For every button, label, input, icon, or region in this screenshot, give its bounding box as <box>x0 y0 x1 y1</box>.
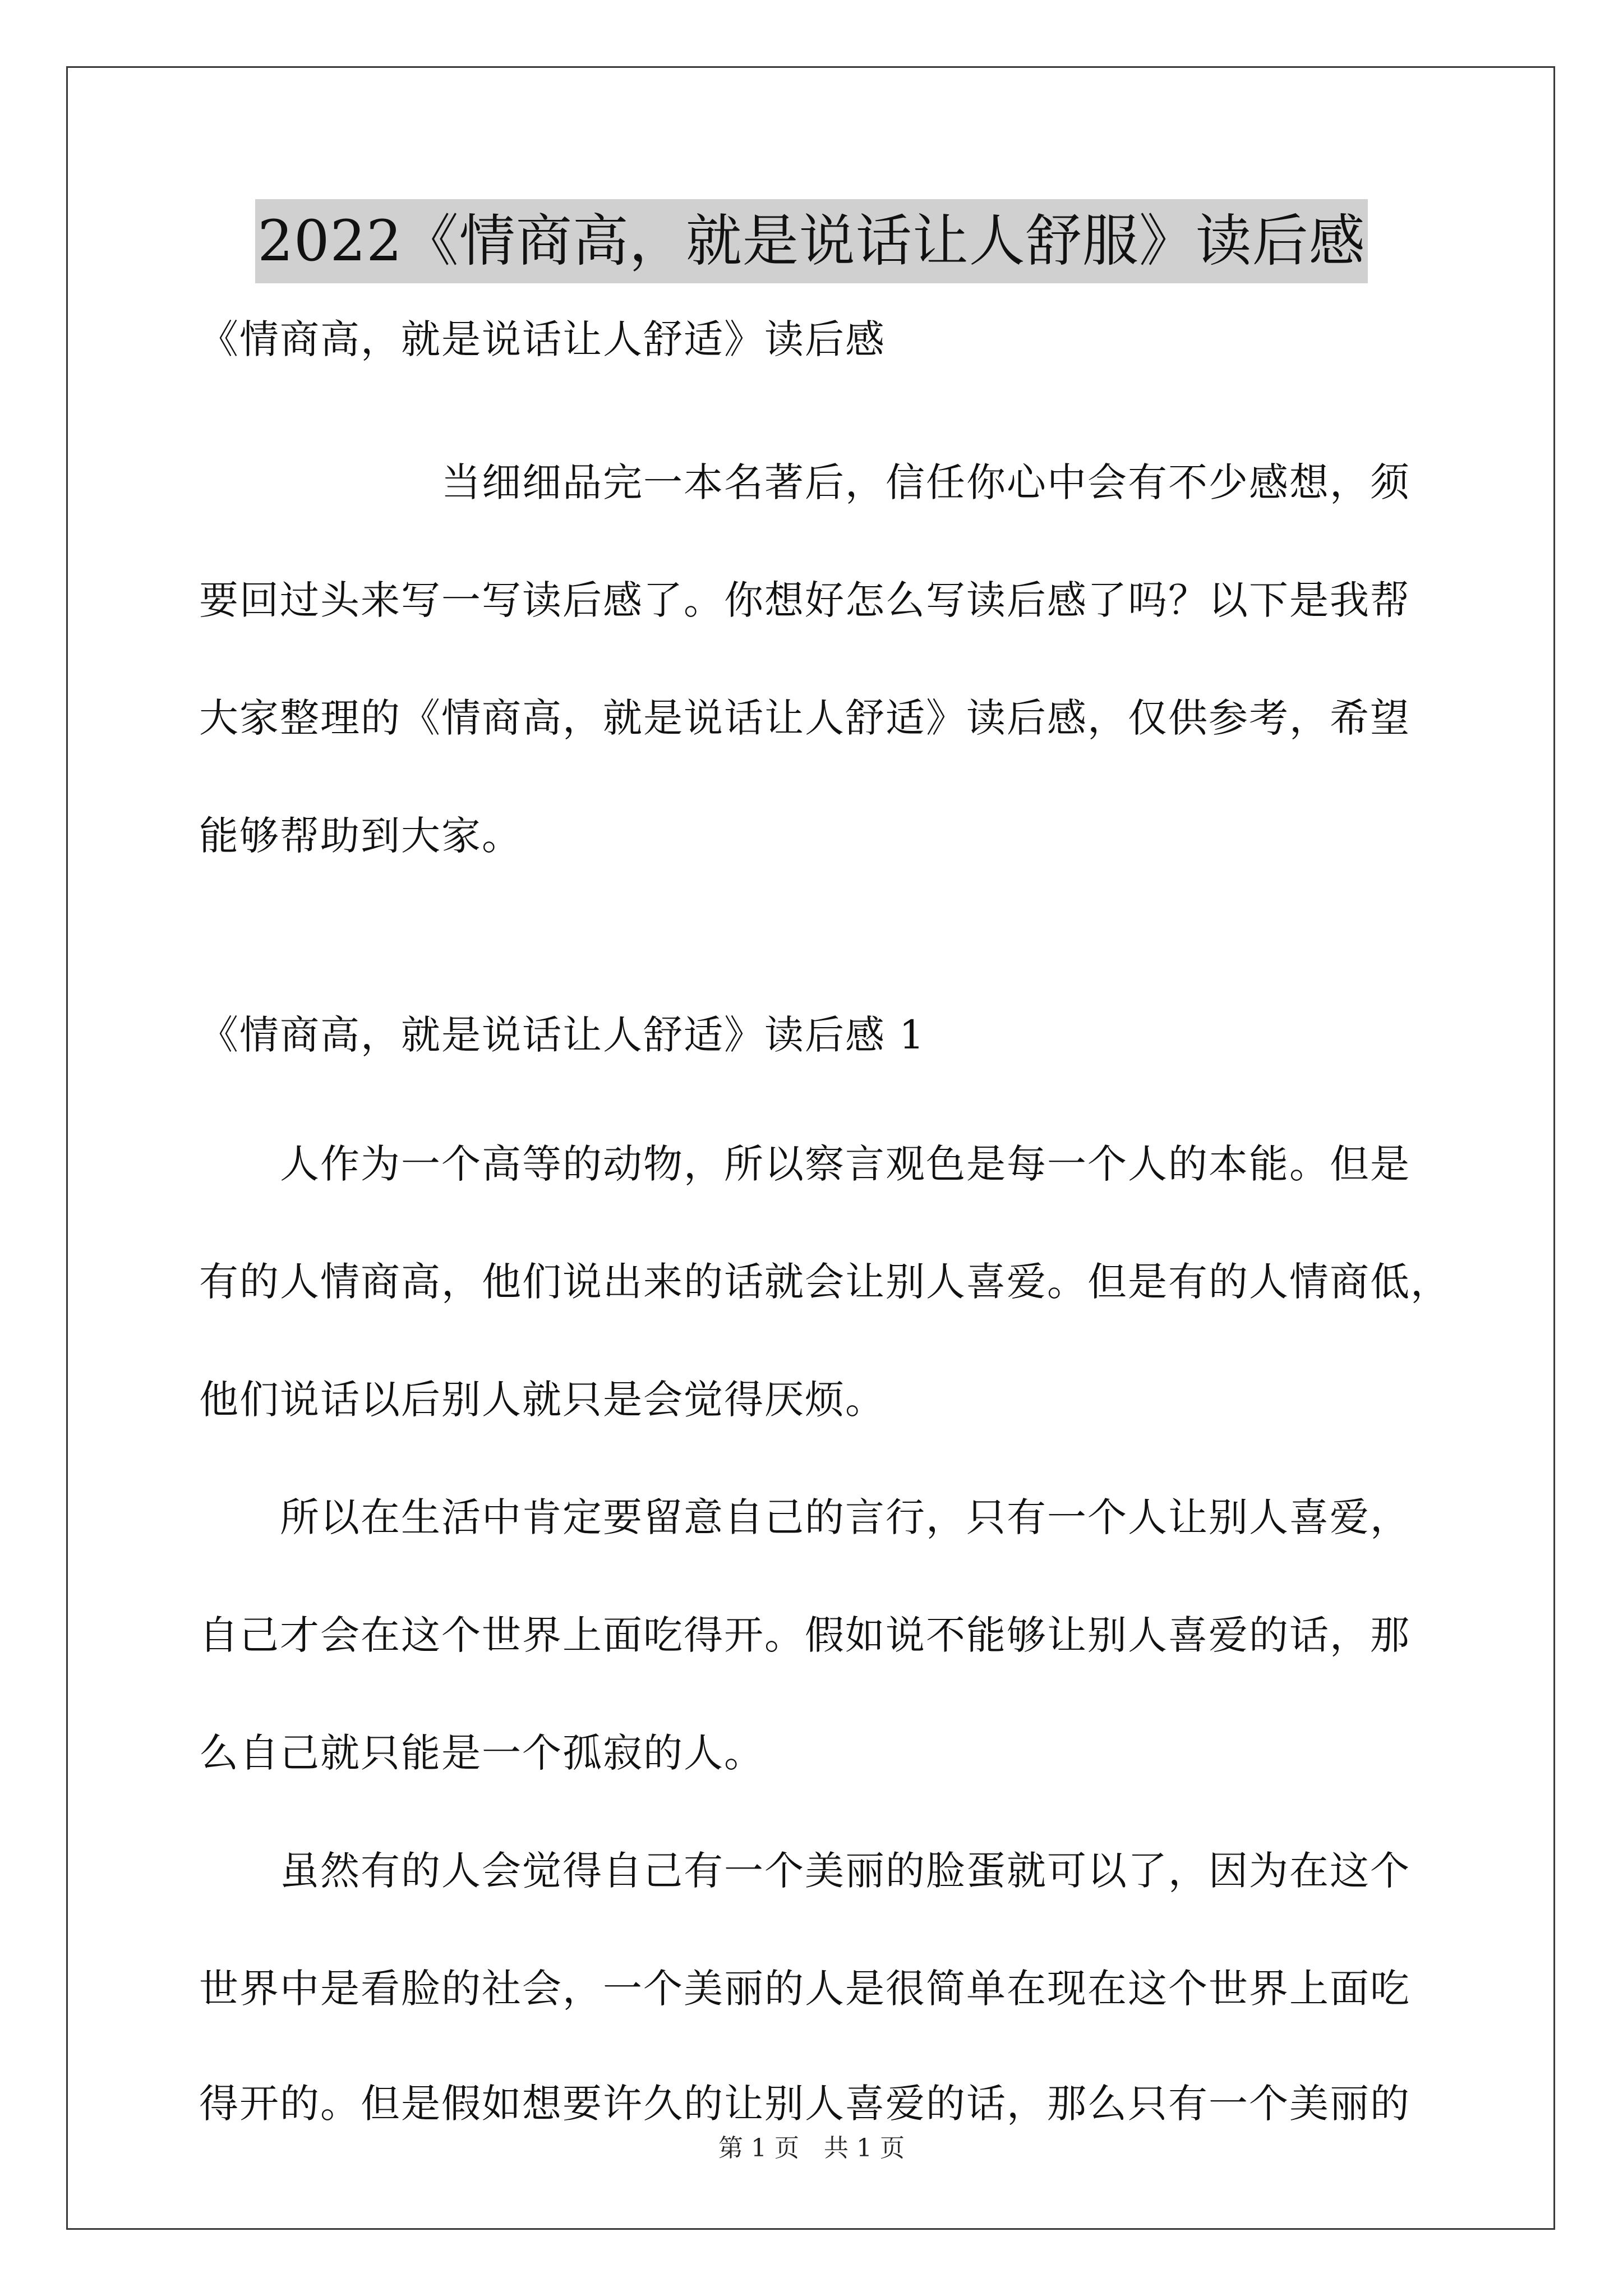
paragraph-line: 大家整理的《情商高，就是说话让人舒适》读后感，仅供参考，希望 <box>199 695 1410 741</box>
document-title: 2022《情商高，就是说话让人舒服》读后感 <box>255 199 1368 283</box>
subtitle-line: 《情商高，就是说话让人舒适》读后感 <box>199 316 886 362</box>
paragraph-line: 得开的。但是假如想要许久的让别人喜爱的话，那么只有一个美丽的 <box>199 2081 1410 2127</box>
paragraph-line: 有的人情商高，他们说出来的话就会让别人喜爱。但是有的人情商低， <box>199 1259 1451 1305</box>
section-heading: 《情商高，就是说话让人舒适》读后感 1 <box>199 1012 925 1058</box>
paragraph-line: 世界中是看脸的社会，一个美丽的人是很简单在现在这个世界上面吃 <box>199 1966 1410 2012</box>
paragraph-line: 要回过头来写一写读后感了。你想好怎么写读后感了吗？以下是我帮 <box>199 577 1410 623</box>
paragraph-line: 他们说话以后别人就只是会觉得厌烦。 <box>199 1377 886 1423</box>
page-footer: 第 1 页 共 1 页 <box>718 2134 905 2162</box>
paragraph-line: 虽然有的人会觉得自己有一个美丽的脸蛋就可以了，因为在这个 <box>199 1848 1410 1894</box>
paragraph-line: 能够帮助到大家。 <box>199 813 522 859</box>
paragraph-line: 人作为一个高等的动物，所以察言观色是每一个人的本能。但是 <box>199 1141 1410 1187</box>
paragraph-line: 当细细品完一本名著后，信任你心中会有不少感想，须 <box>199 459 1410 505</box>
title-container <box>0 199 1623 283</box>
paragraph-line: 么自己就只能是一个孤寂的人。 <box>199 1730 764 1776</box>
paragraph-line: 自己才会在这个世界上面吃得开。假如说不能够让别人喜爱的话，那 <box>199 1612 1410 1658</box>
paragraph-line: 所以在生活中肯定要留意自己的言行，只有一个人让别人喜爱， <box>199 1494 1410 1540</box>
